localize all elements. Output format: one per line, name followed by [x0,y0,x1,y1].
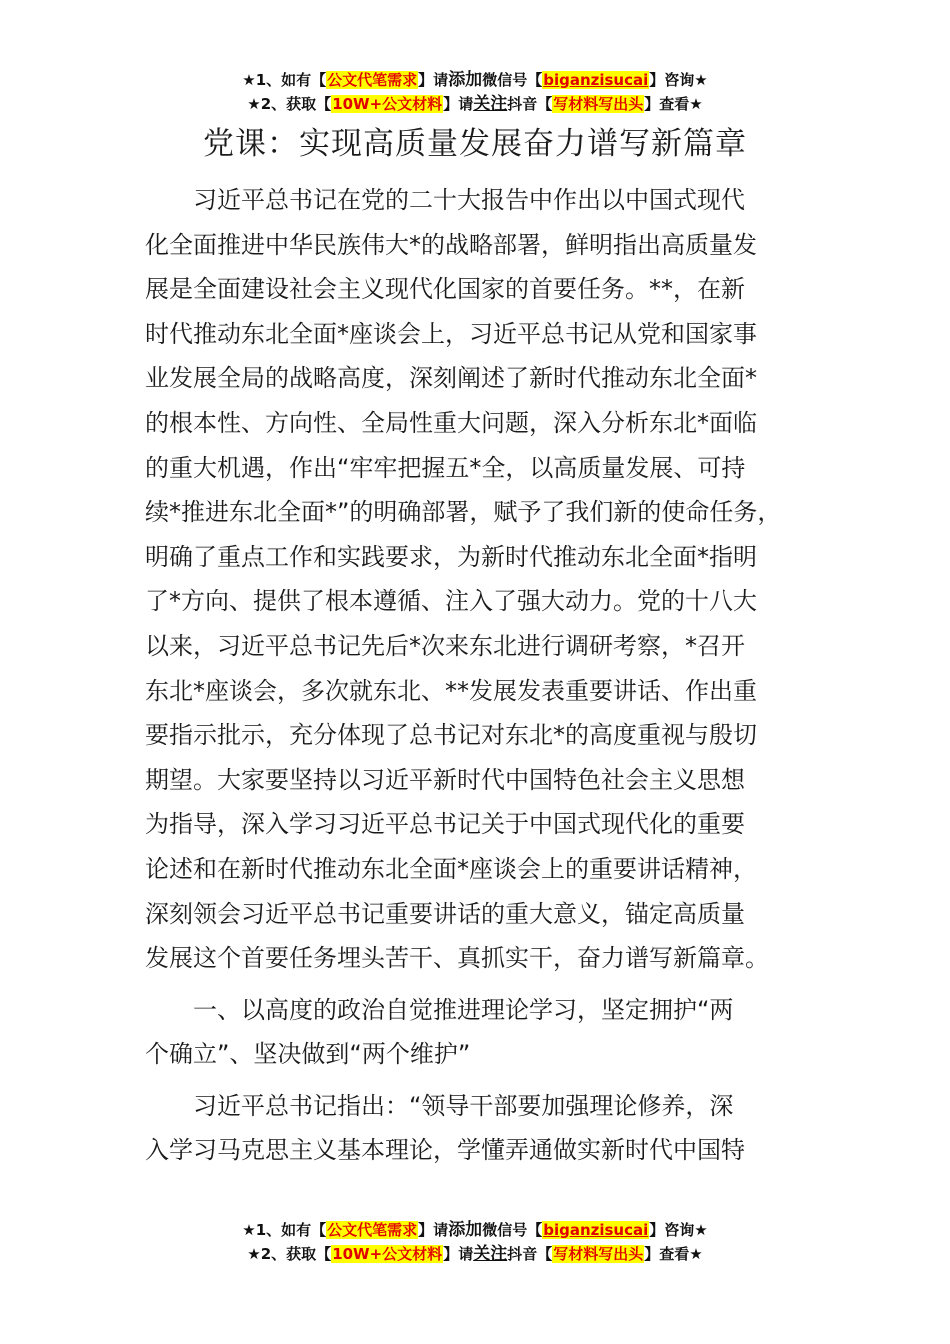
text-line: 习近平总书记在党的二十大报告中作出以中国式现代 [193,186,745,214]
highlight-materials: 10W+公文材料 [332,95,443,113]
promo-banner-bottom [0,1218,950,1266]
highlight-service: 公文代笔需求 [327,1221,418,1239]
highlight-materials: 10W+公文材料 [332,1245,443,1263]
document-body [145,178,835,1173]
highlight-service: 公文代笔需求 [327,71,418,89]
text-line: 的根本性、方向性、全局性重大问题，深入分析东北*面临 [145,408,757,437]
document-title: 党课：实现高质量发展奋力谱写新篇章 [203,126,747,162]
text-line: 要指示批示，充分体现了总书记对东北*的高度重视与殷切 [145,721,757,750]
promo-line-1: ★1、如有【公文代笔需求】请添加微信号【biganzisucai】咨询★ [242,1220,708,1240]
section-heading-1 [145,988,835,1077]
text-line: 入学习马克思主义基本理论，学懂弄通做实新时代中国特 [145,1136,745,1165]
paragraph-quote [145,1084,835,1173]
text-line: 深刻领会习近平总书记重要讲话的重大意义，锚定高质量 [145,899,745,928]
text-line: 为指导，深入学习习近平总书记关于中国式现代化的重要 [145,810,745,839]
text-line: 化全面推进中华民族伟大*的战略部署，鲜明指出高质量发 [145,230,757,259]
text-line: 个确立”、坚决做到“两个维护” [145,1040,471,1069]
text-line: 展是全面建设社会主义现代化国家的首要任务。**，在新 [145,275,745,304]
douyin-account-link[interactable]: 写材料写出头 [553,1245,644,1263]
text-line: 发展这个首要任务埋头苦干、真抓实干，奋力谱写新篇章。 [145,944,769,973]
text-line: 了*方向、提供了根本遵循、注入了强大动力。党的十八大 [145,587,757,616]
text-line: 一、以高度的政治自觉推进理论学习，坚定拥护“两 [193,995,734,1024]
promo-line-1: ★1、如有【公文代笔需求】请添加微信号【biganzisucai】咨询★ [242,70,708,90]
text-line: 的重大机遇，作出“牢牢把握五*全，以高质量发展、可持 [145,453,746,482]
text-line: 业发展全局的战略高度，深刻阐述了新时代推动东北全面* [145,364,757,393]
text-line: 时代推动东北全面*座谈会上，习近平总书记从党和国家事 [145,319,757,348]
text-line: 习近平总书记指出：“领导干部要加强理论修养，深 [193,1091,734,1120]
text-line: 论述和在新时代推动东北全面*座谈会上的重要讲话精神， [145,854,757,883]
douyin-account-link[interactable]: 写材料写出头 [553,95,644,113]
text-line: 明确了重点工作和实践要求，为新时代推动东北全面*指明 [145,542,757,571]
text-line: 以来，习近平总书记先后*次来东北进行调研考察，*召开 [145,631,745,660]
wechat-id-link[interactable]: biganzisucai [543,71,649,89]
text-line: 期望。大家要坚持以习近平新时代中国特色社会主义思想 [145,765,745,794]
promo-banner-top [0,68,950,116]
promo-line-2: ★2、获取【10W+公文材料】请关注抖音【写材料写出头】查看★ [247,94,703,114]
wechat-id-link[interactable]: biganzisucai [543,1221,649,1239]
text-line: 东北*座谈会，多次就东北、**发展发表重要讲话、作出重 [145,676,757,705]
paragraph-intro [145,178,835,981]
promo-line-2: ★2、获取【10W+公文材料】请关注抖音【写材料写出头】查看★ [247,1244,703,1264]
text-line: 续*推进东北全面*”的明确部署，赋予了我们新的使命任务， [145,498,782,527]
